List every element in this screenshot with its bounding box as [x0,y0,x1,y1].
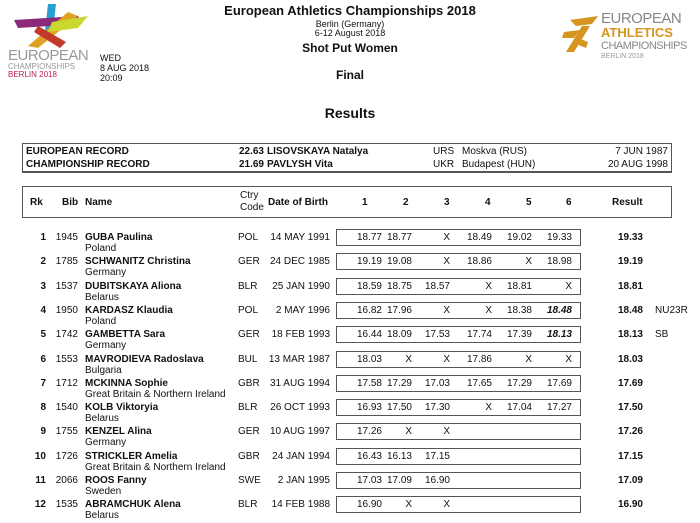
athlete-name: DUBITSKAYA Aliona [85,280,182,292]
record-label: CHAMPIONSHIP RECORD [26,159,150,170]
result: 18.13 [617,329,643,341]
country-code: BLR [238,280,258,292]
attempt-6: 18.48 [546,304,572,316]
country-code: BLR [238,499,258,511]
athlete-country: Great Britain & Northern Ireland [85,461,226,473]
attempt-2: 17.29 [386,377,412,389]
athlete-country: Belarus [85,510,119,522]
col-4: 4 [485,197,491,208]
result: 17.50 [617,402,643,414]
table-row [0,499,700,523]
bib: 2066 [55,475,78,486]
attempt-2: X [405,426,412,438]
attempt-6: 19.33 [546,232,572,243]
attempt-6: X [565,280,572,292]
rank: 5 [40,329,46,341]
attempt-3: 18.57 [424,280,450,292]
date-of-birth: 24 JAN 1994 [272,450,330,462]
attempt-6: 18.13 [546,329,572,341]
attempt-5: X [525,353,532,365]
rank: 2 [40,256,46,268]
athlete-name: KOLB Viktoryia [85,402,159,414]
event-name: Shot Put Women [302,41,398,55]
record-venue: Moskva (RUS) [462,146,528,157]
result: 16.90 [617,499,643,511]
athlete-country: Poland [85,243,117,254]
attempt-4: X [485,280,492,292]
attempt-4: 18.86 [466,256,492,268]
attempt-1: 16.82 [356,304,382,316]
bib: 1945 [55,232,78,243]
page-title: European Athletics Championships 2018 [224,3,476,18]
result: 18.81 [617,280,643,292]
results-heading: Results [324,105,376,121]
attempt-2: 18.77 [386,232,412,243]
attempt-3: 17.53 [424,329,450,341]
attempt-3: X [443,426,450,438]
date-of-birth: 2 JAN 1995 [277,475,330,486]
country-code: POL [238,232,259,243]
col-name: Name [85,197,113,208]
athlete-name: GAMBETTA Sara [85,329,166,341]
date-of-birth: 10 AUG 1997 [269,426,330,438]
country-code: BUL [238,353,258,365]
attempt-6: 17.27 [546,402,572,414]
attempt-3: X [443,353,450,365]
athlete-name: KARDASZ Klaudia [85,304,173,316]
country-code: GBR [238,377,260,389]
attempt-1: 17.58 [356,377,382,389]
rank: 1 [40,232,46,243]
rank: 8 [40,402,46,414]
runner-logo-icon [560,12,600,52]
attempt-2: 17.09 [386,475,412,486]
rank: 11 [35,475,46,486]
rank: 7 [40,377,46,389]
column-header [22,186,672,218]
attempt-3: X [443,304,450,316]
rank: 3 [40,280,46,292]
attempt-4: 17.86 [466,353,492,365]
round-name: Final [335,68,364,82]
col-1: 1 [362,197,368,208]
day: WED [100,53,121,63]
col-bib: Bib [62,197,79,208]
attempt-2: 18.09 [386,329,412,341]
attempt-3: 17.03 [424,377,450,389]
country-code: GER [238,426,260,438]
attempt-1: 17.26 [356,426,382,438]
result: 18.03 [617,353,643,365]
date-of-birth: 13 MAR 1987 [268,353,330,365]
country-code: GER [238,329,260,341]
col-6: 6 [566,197,572,208]
bib: 1726 [55,450,78,462]
rank: 9 [40,426,46,438]
attempt-2: 17.50 [386,402,412,414]
country-code: BLR [238,402,258,414]
bib: 1712 [55,377,78,389]
col-2: 2 [403,197,409,208]
date-of-birth: 14 FEB 1988 [271,499,330,511]
record-row [0,146,700,159]
attempt-5: 19.02 [506,232,532,243]
attempt-1: 19.19 [356,256,382,268]
attempt-3: 17.15 [424,450,450,462]
result: 17.26 [617,426,643,438]
attempt-5: X [525,256,532,268]
attempt-2: 16.13 [386,450,412,462]
athlete-name: STRICKLER Amelia [85,450,178,462]
result: 19.33 [617,232,643,243]
attempt-3: X [443,499,450,511]
attempt-3: X [443,256,450,268]
country-code: GER [238,256,260,268]
athlete-country: Germany [85,267,127,279]
athlete-name: SCHWANITZ Christina [85,256,191,268]
date-of-birth: 25 JAN 1990 [272,280,330,292]
athlete-country: Belarus [85,291,119,303]
attempt-2: 17.96 [386,304,412,316]
attempt-5: 17.29 [506,377,532,389]
country-code: SWE [238,475,261,486]
attempt-1: 18.77 [356,232,382,243]
attempt-1: 18.59 [356,280,382,292]
date-of-birth: 31 AUG 1994 [269,377,330,389]
col-rk: Rk [30,197,43,208]
bib: 1742 [55,329,78,341]
record-note: SB [655,329,669,341]
attempt-3: X [443,232,450,243]
col-5: 5 [526,197,532,208]
attempt-2: 19.08 [386,256,412,268]
attempt-6: 17.69 [546,377,572,389]
record-date: 20 AUG 1998 [607,159,668,170]
attempt-5: 17.39 [506,329,532,341]
col-ctry-line1: Ctry [240,190,259,201]
time: 20:09 [100,73,123,83]
attempt-3: 17.30 [424,402,450,414]
attempt-4: X [485,402,492,414]
date-of-birth: 18 FEB 1993 [271,329,330,341]
dates: 6-12 August 2018 [314,28,386,38]
record-country: URS [433,146,455,157]
attempt-5: 18.81 [506,280,532,292]
attempt-2: X [405,499,412,511]
col-ctry-line2: Code [240,202,264,213]
rank: 10 [34,450,46,462]
bib: 1553 [55,353,78,365]
athlete-country: Sweden [85,486,122,497]
bib: 1540 [55,402,78,414]
attempt-4: X [485,304,492,316]
attempt-4: 18.49 [466,232,492,243]
rank: 6 [40,353,46,365]
athlete-country: Great Britain & Northern Ireland [85,388,226,400]
record-row [0,159,700,172]
bib: 1755 [55,426,78,438]
record-holder: PAVLYSH Vita [267,159,333,170]
record-mark: 21.69 [238,159,264,170]
attempt-5: 18.38 [506,304,532,316]
attempt-5: 17.04 [506,402,532,414]
star-logo-icon [8,2,88,48]
date-of-birth: 2 MAY 1996 [275,304,330,316]
rank: 12 [34,499,46,511]
date-of-birth: 14 MAY 1991 [270,232,330,243]
athlete-name: KENZEL Alina [85,426,152,438]
result: 18.48 [617,304,643,316]
attempt-1: 16.90 [356,499,382,511]
record-label: EUROPEAN RECORD [26,146,129,157]
athlete-name: ROOS Fanny [85,475,147,486]
bib: 1537 [55,280,78,292]
record-venue: Budapest (HUN) [462,159,536,170]
attempt-1: 16.44 [356,329,382,341]
attempt-3: 16.90 [424,475,450,486]
attempt-2: 18.75 [386,280,412,292]
country-code: POL [238,304,259,316]
result: 17.15 [617,450,643,462]
record-country: UKR [433,159,455,170]
athlete-name: MCKINNA Sophie [85,377,168,389]
session-datetime [100,53,149,83]
country-code: GBR [238,450,260,462]
attempt-1: 18.03 [356,353,382,365]
col-ctry [240,190,264,214]
athlete-name: MAVRODIEVA Radoslava [85,353,204,365]
attempt-2: X [405,353,412,365]
bib: 1950 [55,304,78,316]
col-dob: Date of Birth [268,197,328,208]
result: 17.09 [617,475,643,486]
date: 8 AUG 2018 [100,63,150,73]
record-holder: LISOVSKAYA Natalya [267,146,369,157]
attempt-6: 18.98 [546,256,572,268]
attempt-1: 16.93 [356,402,382,414]
result: 19.19 [617,256,643,268]
attempt-4: 17.65 [466,377,492,389]
athlete-country: Belarus [85,413,119,425]
athlete-name: GUBA Paulina [85,232,153,243]
attempt-6: X [565,353,572,365]
athlete-country: Poland [85,315,117,327]
location: Berlin (Germany) [315,19,385,29]
attempt-1: 17.03 [356,475,382,486]
record-mark: 22.63 [238,146,264,157]
date-of-birth: 26 OCT 1993 [270,402,330,414]
bib: 1785 [55,256,78,268]
record-note: NU23R [655,304,688,316]
athlete-country: Germany [85,437,127,449]
athlete-name: ABRAMCHUK Alena [85,499,181,511]
record-date: 7 JUN 1987 [615,146,668,157]
date-of-birth: 24 DEC 1985 [269,256,330,268]
col-3: 3 [444,197,450,208]
col-result: Result [612,197,643,208]
attempt-4: 17.74 [466,329,492,341]
athlete-country: Bulgaria [85,364,122,376]
rank: 4 [40,304,46,316]
bib: 1535 [55,499,78,511]
athlete-country: Germany [85,340,127,352]
result: 17.69 [617,377,643,389]
attempt-1: 16.43 [356,450,382,462]
